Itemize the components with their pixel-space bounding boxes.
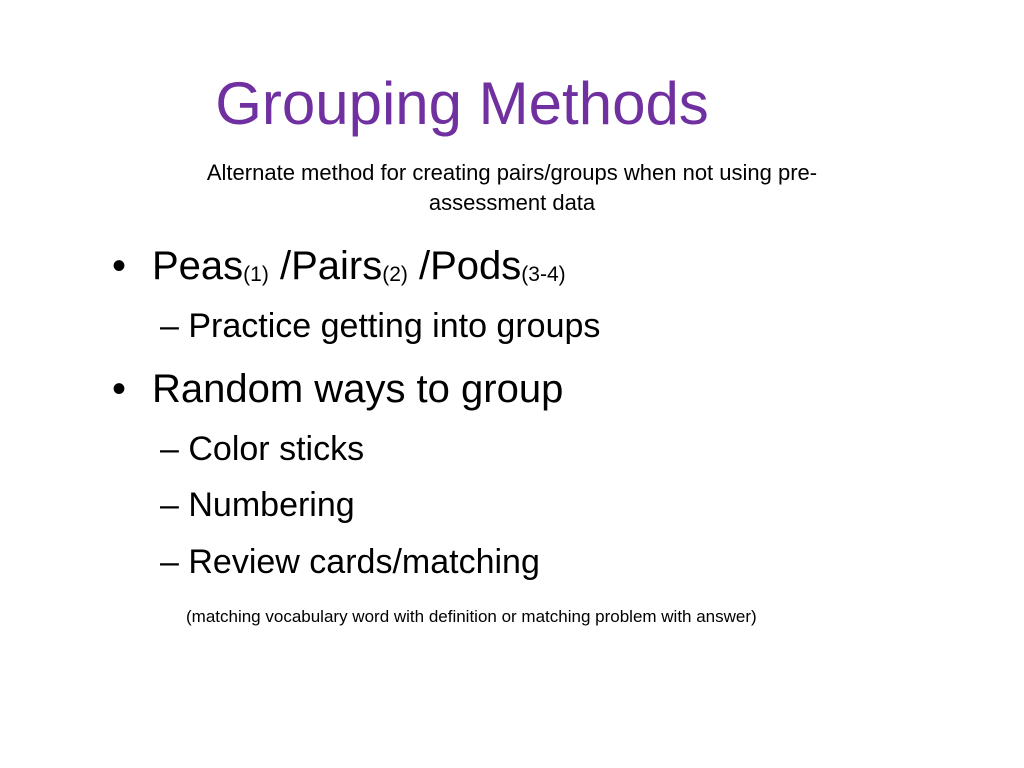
sub-bullet-color-sticks	[160, 429, 364, 469]
bullet-note-peas: (1)	[243, 263, 269, 286]
sub-bullet-text: Review cards/matching	[188, 543, 540, 581]
bullet-glyph: •	[112, 367, 127, 411]
dash-glyph: –	[160, 307, 179, 345]
slide-title: Grouping Methods	[215, 70, 709, 137]
dash-glyph: –	[160, 486, 179, 524]
dash-glyph: –	[160, 430, 179, 468]
bullet-text-peas: Peas	[152, 244, 244, 288]
bullet-text: Random ways to group	[152, 367, 564, 411]
sub-bullet-text: Numbering	[188, 486, 355, 524]
footnote: (matching vocabulary word with definition or matching problem with answer)	[186, 607, 757, 626]
bullet-glyph: •	[112, 244, 127, 288]
sub-bullet-numbering	[160, 485, 355, 525]
bullet-text-pods: /Pods	[407, 244, 522, 288]
bullet-note-pairs: (2)	[382, 263, 408, 286]
subtitle-line-1: Alternate method for creating pairs/groups when not using pre-	[206, 160, 818, 185]
sub-bullet-text: Color sticks	[188, 430, 365, 468]
sub-bullet-practice	[160, 306, 600, 346]
bullet-note-pods: (3-4)	[521, 263, 566, 286]
sub-bullet-review-cards	[160, 542, 540, 582]
bullet-random-ways	[112, 366, 563, 412]
dash-glyph: –	[160, 543, 179, 581]
subtitle-line-2: assessment data	[428, 190, 596, 215]
bullet-text-pairs: /Pairs	[268, 244, 383, 288]
sub-bullet-text: Practice getting into groups	[188, 307, 601, 345]
bullet-peas-pairs-pods	[112, 243, 566, 296]
slide-subtitle	[100, 158, 924, 218]
